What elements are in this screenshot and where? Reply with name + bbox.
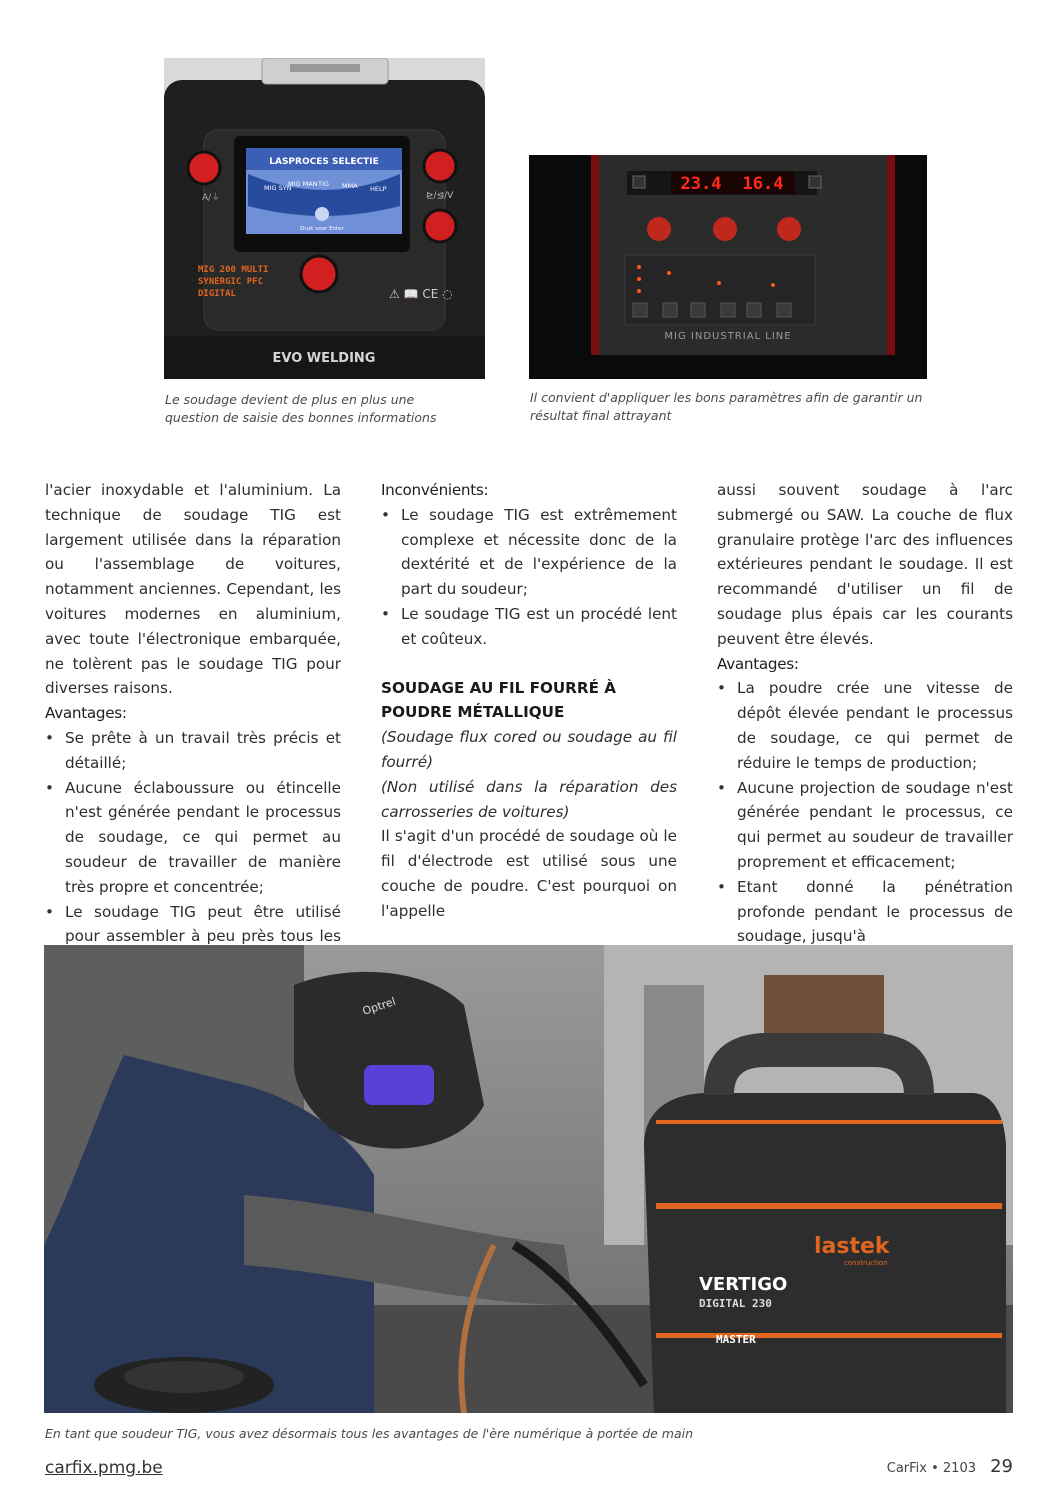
caption-photo-3: En tant que soudeur TIG, vous avez désormais tous les avantages de l'ère numérique à portée de main [45,1426,694,1441]
col3-intro: aussi souvent soudage à l'arc submergé ou SAW. La couche de flux granulaire protège l'arc des influences extérieures pendant le soudage. Il est recommandé d'utiliser un fil de soudage plus épais car les courants peuvent être élevés. [717,481,1013,648]
col3-advantages-title: Avantages: [717,654,799,673]
screen-tab-5: HELP [370,185,387,193]
list-item: • Le soudage TIG est extrêmement complexe et nécessite donc de la dextérité et de l'expérience de la part du soudeur; [381,503,677,602]
list-item: • Se prête à un travail très précis et détaillé; [45,726,341,776]
section-heading: SOUDAGE AU FIL FOURRÉ À POUDRE MÉTALLIQUE [381,678,616,722]
list-item: • La poudre crée une vitesse de dépôt élevée pendant le processus de soudage, ce qui permet de réduire le temps de production; [717,676,1013,775]
brand-label: EVO WELDING [272,351,376,366]
photo-welder-touchscreen [164,58,485,379]
welder-touchscreen-illustration [164,58,485,379]
column-2 [381,478,677,924]
svg-text:⚠ 📖 CE ◌: ⚠ 📖 CE ◌ [389,287,453,301]
model-label: MIG 200 MULTI SYNERGIC PFC DIGITAL [198,265,269,299]
column-3 [717,478,1013,949]
display-right: 16.4 [742,174,784,194]
col1-intro: l'acier inoxydable et l'aluminium. La technique de soudage TIG est largement utilisée dans la réparation ou l'assemblage de voitures, notamment anciennes. Cependant, les voitures modernes en aluminium, avec toute l'électronique embarquée, ne tolèrent pas le soudage TIG pour diverses raisons. [45,481,341,698]
photo-welder-at-work [44,945,1013,1413]
footer-website-link[interactable]: carfix.pmg.be [45,1458,163,1478]
line-label: MIG INDUSTRIAL LINE [664,331,792,342]
screen-title: LASPROCES SELECTIE [269,157,379,167]
svg-text:A/⏚: A/⏚ [202,193,221,203]
helmet-brand: Optrel [360,994,398,1018]
col2-body: Il s'agit d'un procédé de soudage où le fil d'électrode est utilisé sous une couche de poudre. C'est pourquoi on l'appelle [381,827,677,920]
screen-tab-2: MIG MAN [288,180,318,188]
col2-disadvantages-list [381,503,677,652]
machine-name: VERTIGO [699,1274,788,1295]
screen-tab-3: TIG [318,180,329,188]
photo-industrial-panel [529,155,927,379]
caption-photo-2: Il convient d'appliquer les bons paramètres afin de garantir un résultat final attrayant [530,390,923,423]
col1-advantages-list [45,726,341,974]
list-item: • Aucune projection de soudage n'est générée pendant le processus, ce qui permet au soudeur de travailler proprement et efficacement; [717,776,1013,875]
list-item: • Aucune éclaboussure ou étincelle n'est générée pendant le processus de soudage, ce qui permet au soudeur de travailler de manière très propre et concentrée; [45,776,341,900]
display-left: 23.4 [680,174,722,194]
col3-advantages-list [717,676,1013,949]
svg-text:⊵/⊴/V: ⊵/⊴/V [426,191,454,201]
screen-tab-1: MIG SYN [264,184,292,192]
screen-enter-label: Druk voor Enter [300,226,344,232]
machine-brand-sub: construction [844,1259,888,1267]
machine-model: DIGITAL 230 [699,1297,772,1310]
caption-photo-1: Le soudage devient de plus en plus une question de saisie des bonnes informations [165,392,437,425]
col1-advantages-title: Avantages: [45,704,127,723]
list-item: • Le soudage TIG peut être utilisé pour assembler à peu près tous les [45,900,341,974]
column-1 [45,478,341,974]
page-number: 29 [990,1456,1013,1477]
col2-disadvantages-title: Inconvénients: [381,481,489,499]
machine-brand: lastek [814,1234,890,1259]
col2-italic-2: (Non utilisé dans la réparation des carrosseries de voitures) [381,777,677,821]
col2-italic-1: (Soudage flux cored ou soudage au fil fourré) [381,728,677,771]
list-item: • Etant donné la pénétration profonde pendant le processus de soudage, jusqu'à [717,875,1013,949]
list-item: • Le soudage TIG est un procédé lent et coûteux. [381,602,677,652]
footer-magazine-issue: CarFix • 2103 [886,1461,976,1476]
screen-tab-4: MMA [342,182,358,190]
welder-at-work-illustration [44,945,1013,1413]
machine-badge: MASTER [716,1333,756,1346]
industrial-panel-illustration [529,155,927,379]
